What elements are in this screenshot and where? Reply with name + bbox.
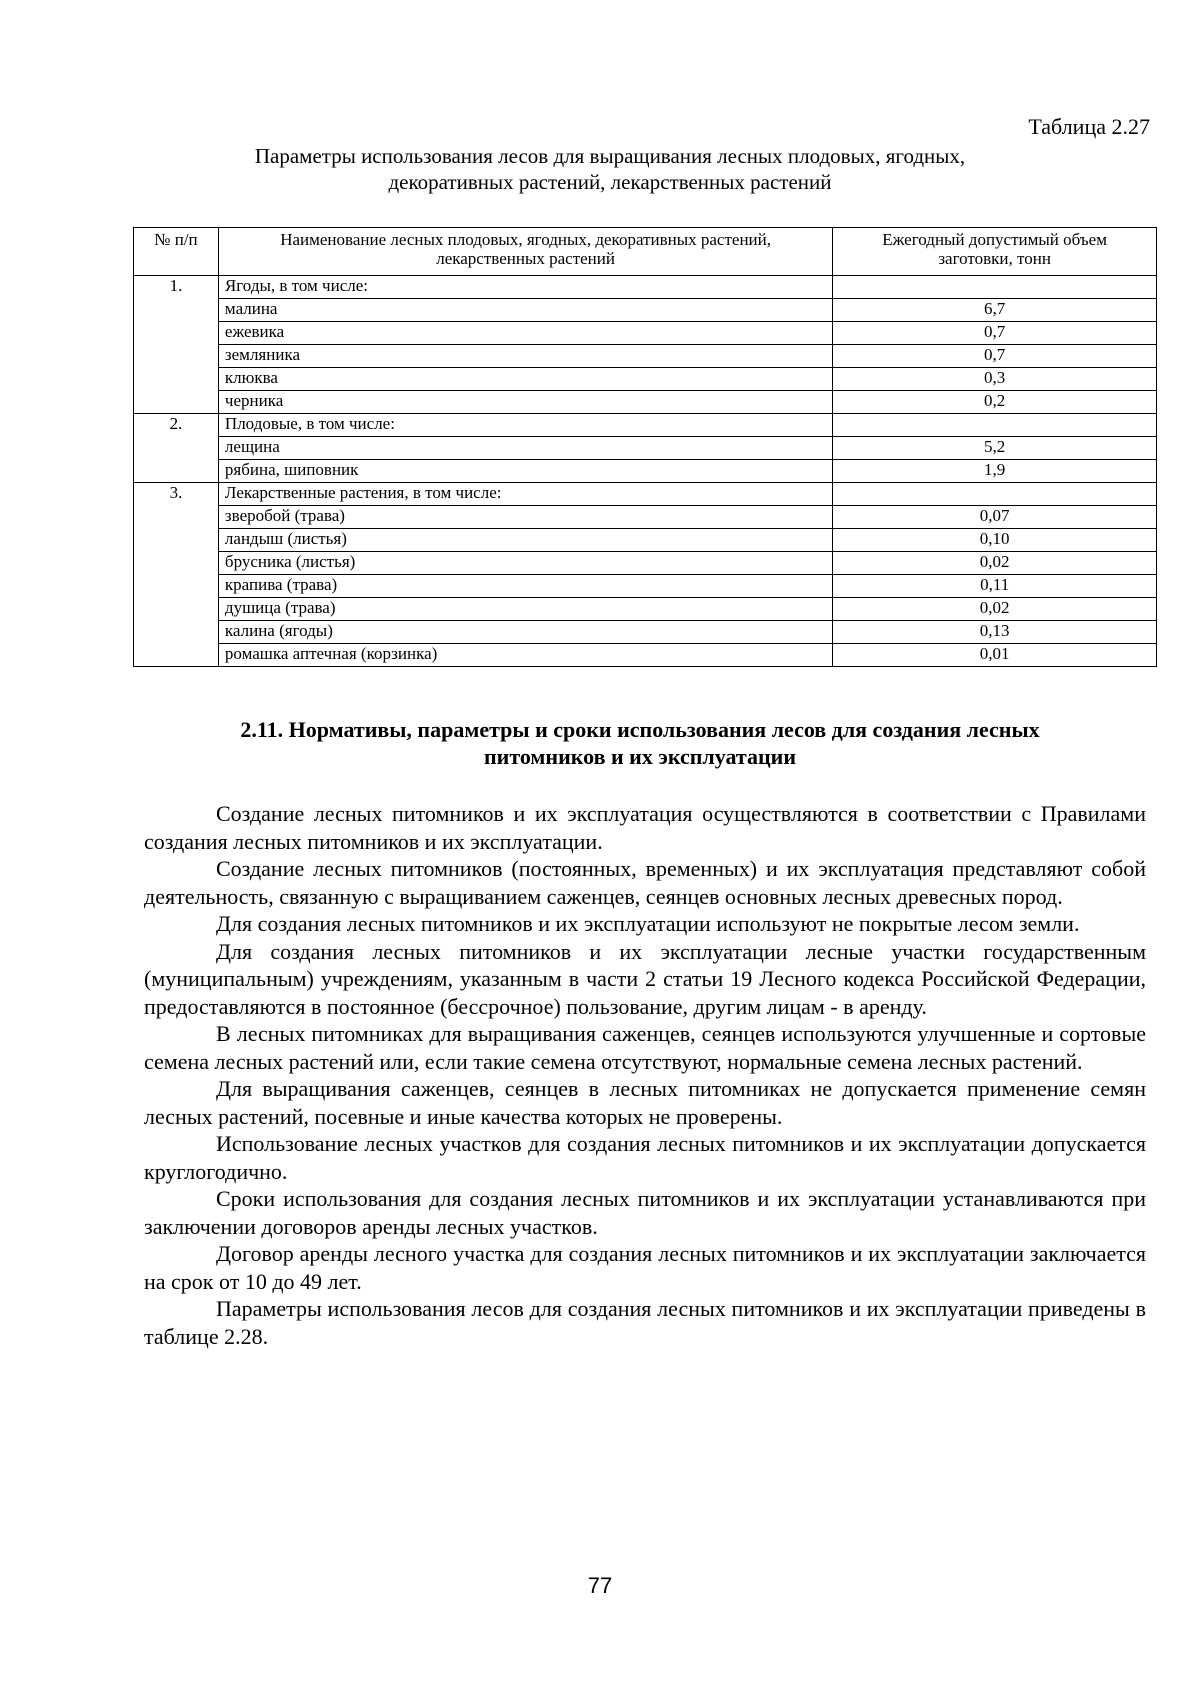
volume-value: 6,7	[833, 299, 1157, 322]
group-volume-empty	[833, 276, 1157, 299]
volume-value: 0,11	[833, 575, 1157, 598]
table-title-line: Параметры использования лесов для выращивания лесных плодовых, ягодных,	[254, 144, 966, 168]
table-row	[134, 598, 1157, 621]
table-row	[134, 322, 1157, 345]
paragraph: Договор аренды лесного участка для создания лесных питомников и их эксплуатации заключается на срок от 10 до 49 лет.	[144, 1241, 1146, 1294]
plant-name: черника	[218, 391, 832, 414]
plant-name: калина (ягоды)	[218, 621, 832, 644]
paragraph: Для создания лесных питомников и их эксплуатации используют не покрытые лесом земли.	[216, 911, 1080, 936]
volume-value: 0,7	[833, 322, 1157, 345]
volume-value: 0,10	[833, 529, 1157, 552]
volume-value: 0,07	[833, 506, 1157, 529]
plant-name: рябина, шиповник	[218, 460, 832, 483]
plant-name: зверобой (трава)	[218, 506, 832, 529]
paragraph: Использование лесных участков для создания лесных питомников и их эксплуатации допускается круглогодично.	[144, 1131, 1146, 1184]
volume-value: 0,2	[833, 391, 1157, 414]
plant-name: ландыш (листья)	[218, 529, 832, 552]
paragraph: Сроки использования для создания лесных питомников и их эксплуатации устанавливаются при заключении договоров аренды лесных участков.	[144, 1186, 1146, 1239]
group-row	[134, 414, 1157, 437]
volume-value: 0,3	[833, 368, 1157, 391]
paragraph: В лесных питомниках для выращивания саженцев, сеянцев используются улучшенные и сортовые семена лесных растений или, если такие семена отсутствуют, нормальные семена лесных растений.	[144, 1021, 1146, 1074]
plant-name: малина	[218, 299, 832, 322]
table-row	[134, 506, 1157, 529]
group-volume-empty	[833, 483, 1157, 506]
group-title: Лекарственные растения, в том числе:	[218, 483, 832, 506]
table-row	[134, 552, 1157, 575]
group-title: Ягоды, в том числе:	[218, 276, 832, 299]
group-row	[134, 276, 1157, 299]
group-row	[134, 483, 1157, 506]
table-row	[134, 437, 1157, 460]
paragraph: Параметры использования лесов для создания лесных питомников и их эксплуатации приведены в таблице 2.28.	[144, 1296, 1146, 1349]
paragraph: Для создания лесных питомников и их эксплуатации лесные участки государственным (муниципальным) учреждениям, указанным в части 2 статьи 19 Лесного кодекса Российской Федерации, предоставляются в постоянное (бессрочное) пользование, другим лицам - в аренду.	[144, 938, 1146, 1019]
plant-name: клюква	[218, 368, 832, 391]
header-num: № п/п	[134, 228, 219, 276]
header-name: Наименование лесных плодовых, ягодных, декоративных растений, лекарственных растений	[218, 228, 832, 276]
table-row	[134, 299, 1157, 322]
plant-name: лещина	[218, 437, 832, 460]
volume-value: 0,02	[833, 598, 1157, 621]
body-text	[144, 800, 1146, 1350]
volume-value: 0,02	[833, 552, 1157, 575]
plant-name: крапива (трава)	[218, 575, 832, 598]
volume-value: 0,13	[833, 621, 1157, 644]
volume-value: 1,9	[833, 460, 1157, 483]
volume-value: 0,7	[833, 345, 1157, 368]
section-heading	[180, 716, 1100, 770]
table-label: Таблица 2.27	[1028, 114, 1150, 139]
header-volume: Ежегодный допустимый объем заготовки, тонн	[833, 228, 1157, 276]
table-row	[134, 368, 1157, 391]
page-number: 77	[587, 1573, 613, 1598]
volume-value: 5,2	[833, 437, 1157, 460]
table-row	[134, 529, 1157, 552]
table-title-line: декоративных растений, лекарственных растений	[388, 170, 832, 194]
group-volume-empty	[833, 414, 1157, 437]
section-heading-line: питомников и их эксплуатации	[483, 744, 797, 769]
table-header-row	[134, 228, 1157, 276]
table-title	[170, 143, 1050, 195]
table-row	[134, 644, 1157, 667]
plant-name: душица (трава)	[218, 598, 832, 621]
paragraph: Создание лесных питомников (постоянных, временных) и их эксплуатация представляют собой деятельность, связанную с выращиванием саженцев, сеянцев основных лесных древесных пород.	[144, 856, 1146, 909]
table-row	[134, 575, 1157, 598]
group-number: 1.	[134, 276, 219, 414]
table-row	[134, 460, 1157, 483]
volume-value: 0,01	[833, 644, 1157, 667]
parameters-table	[133, 227, 1157, 667]
group-number: 2.	[134, 414, 219, 483]
plant-name: брусника (листья)	[218, 552, 832, 575]
table-row	[134, 391, 1157, 414]
paragraph: Создание лесных питомников и их эксплуатация осуществляются в соответствии с Правилами создания лесных питомников и их эксплуатации.	[144, 801, 1146, 854]
table-row	[134, 621, 1157, 644]
section-heading-line: 2.11. Нормативы, параметры и сроки использования лесов для создания лесных	[240, 717, 1040, 742]
table-row	[134, 345, 1157, 368]
plant-name: земляника	[218, 345, 832, 368]
group-title: Плодовые, в том числе:	[218, 414, 832, 437]
plant-name: ромашка аптечная (корзинка)	[218, 644, 832, 667]
plant-name: ежевика	[218, 322, 832, 345]
table-body	[134, 276, 1157, 667]
group-number: 3.	[134, 483, 219, 667]
paragraph: Для выращивания саженцев, сеянцев в лесных питомниках не допускается применение семян лесных растений, посевные и иные качества которых не проверены.	[144, 1076, 1146, 1129]
